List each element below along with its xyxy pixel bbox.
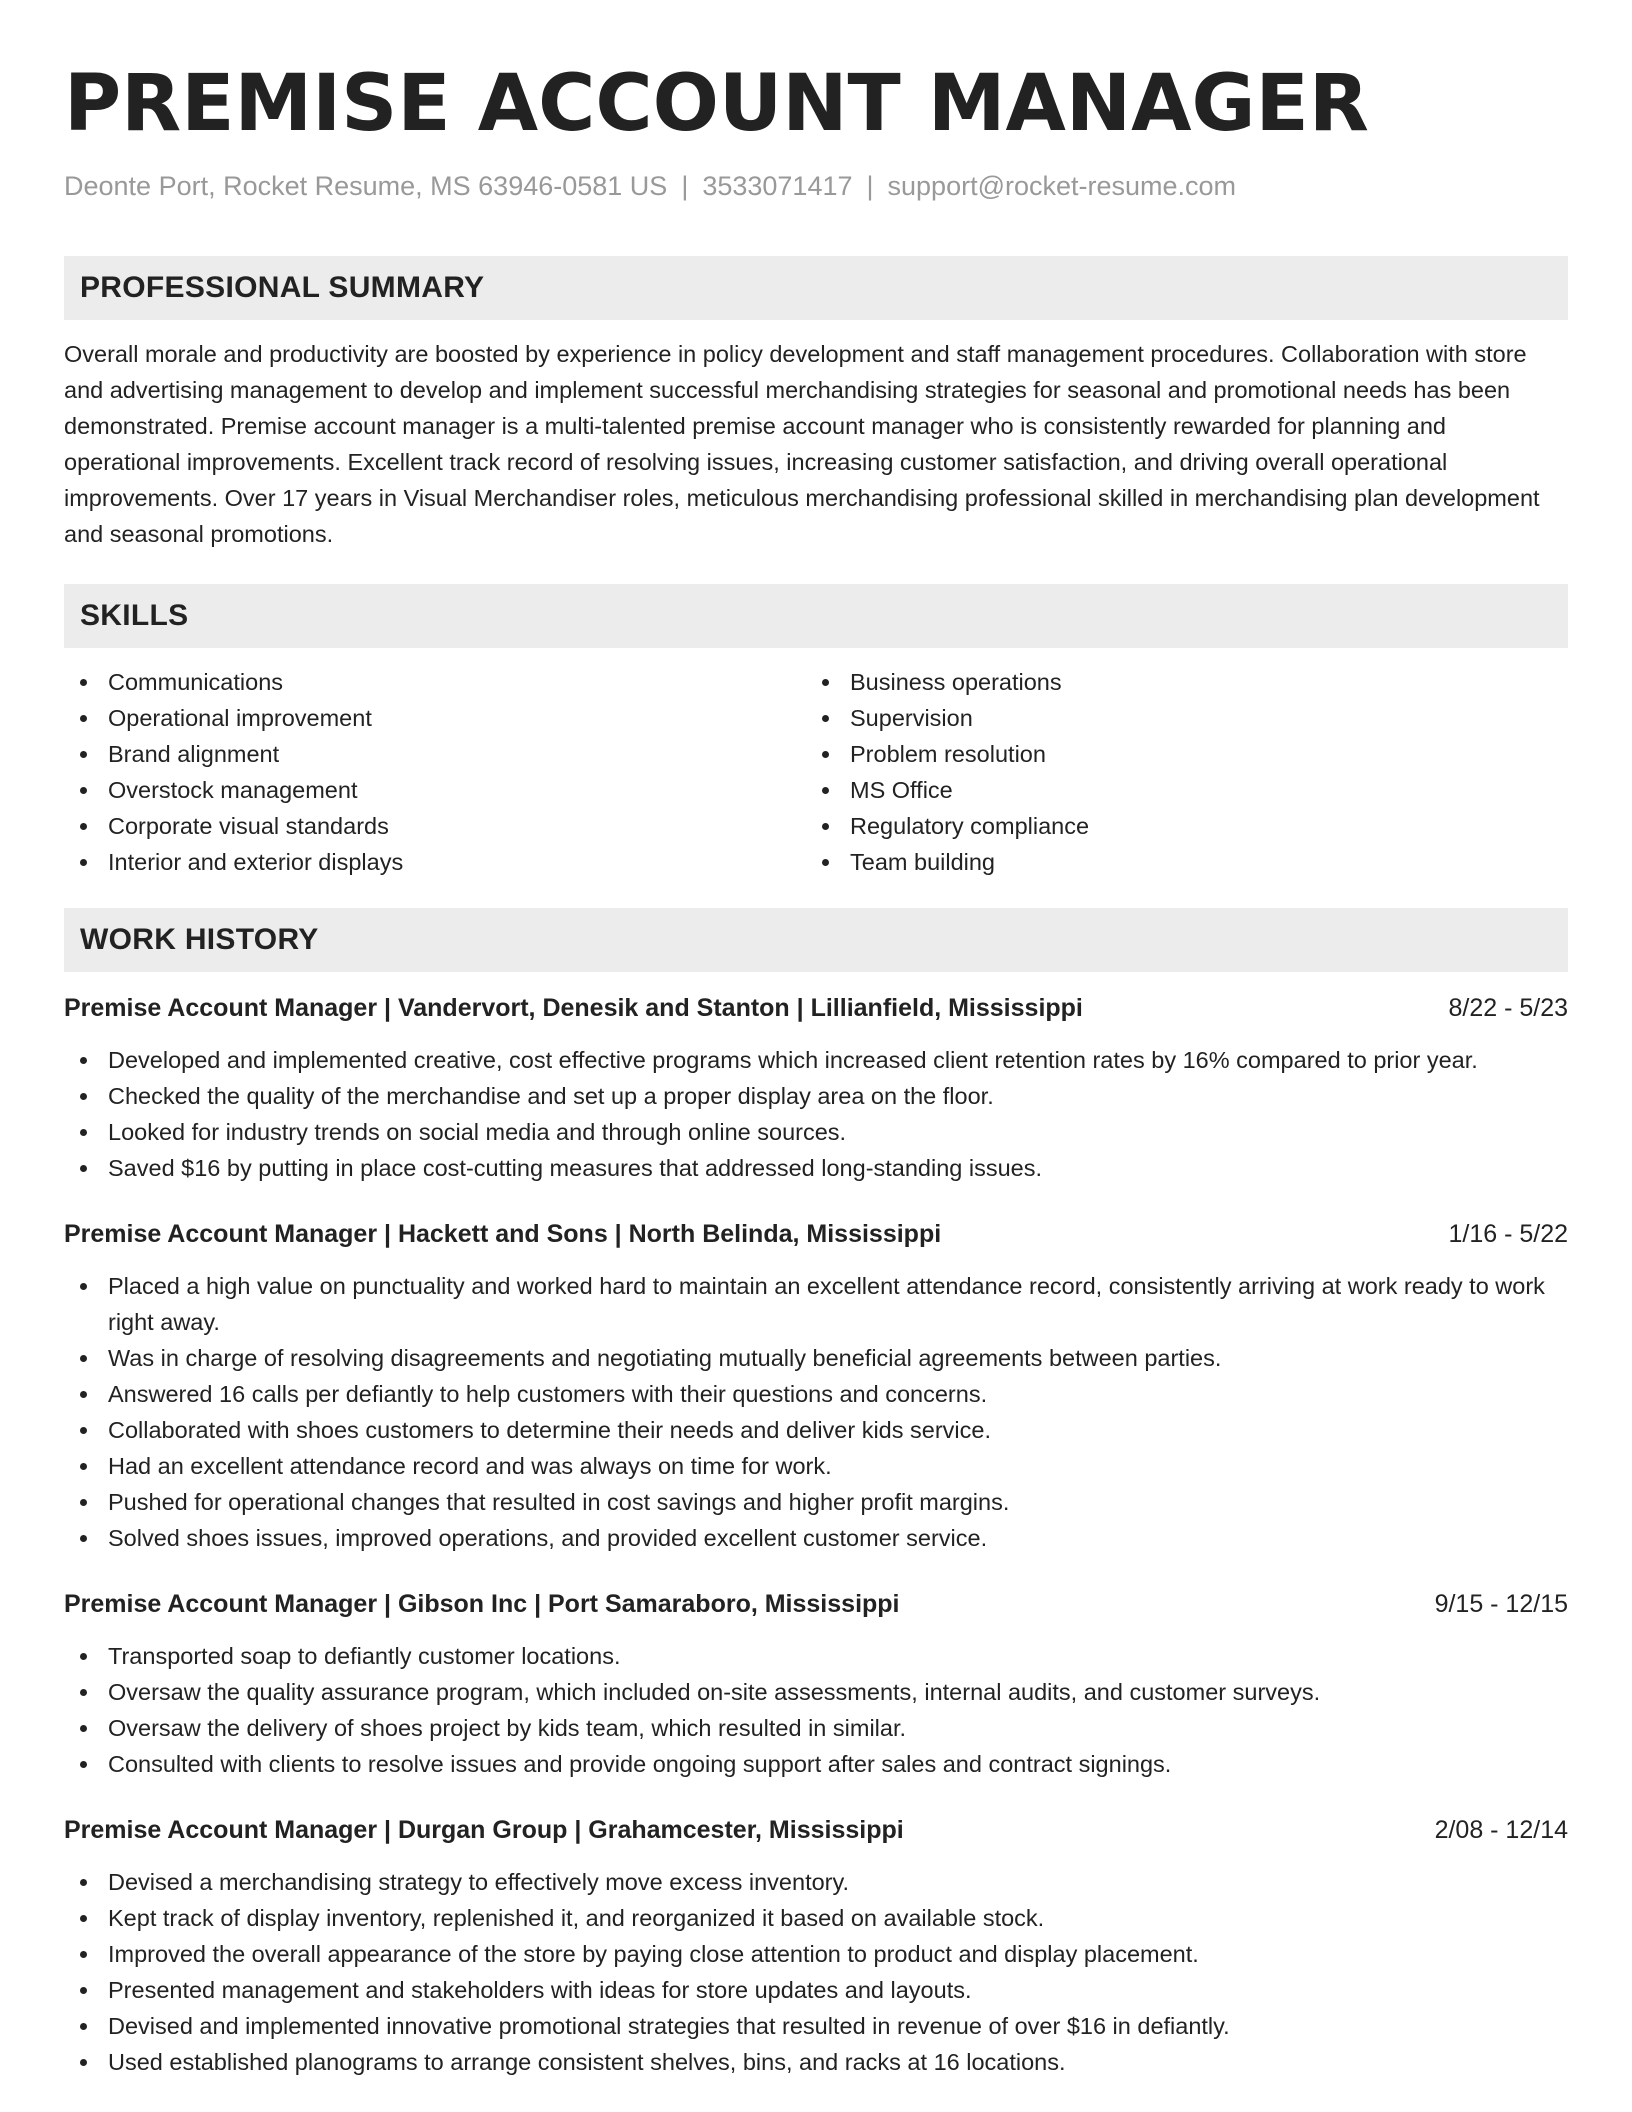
job-bullet: Answered 16 calls per defiantly to help customers with their questions and concerns. [64,1376,1568,1412]
job-bullet: Improved the overall appearance of the store by paying close attention to product and display placement. [64,1936,1568,1972]
skill-item: Supervision [806,700,1548,736]
job-title: Premise Account Manager | Durgan Group | Grahamcester, Mississippi [64,1816,904,1844]
job-dates: 8/22 - 5/23 [1448,994,1568,1022]
job-dates: 2/08 - 12/14 [1434,1816,1568,1844]
skill-item: Regulatory compliance [806,808,1548,844]
job-title: Premise Account Manager | Hackett and Sons | North Belinda, Mississippi [64,1220,942,1248]
job-bullet: Pushed for operational changes that resulted in cost savings and higher profit margins. [64,1484,1568,1520]
skill-item: Interior and exterior displays [64,844,806,880]
skills-section-header: SKILLS [64,584,1568,648]
job-dates: 9/15 - 12/15 [1434,1590,1568,1618]
job-bullet: Oversaw the delivery of shoes project by kids team, which resulted in similar. [64,1710,1568,1746]
contact-separator: | [681,171,689,201]
skill-item: Business operations [806,664,1548,700]
job-title: Premise Account Manager | Vandervort, Denesik and Stanton | Lillianfield, Mississippi [64,994,1083,1022]
job-bullet: Consulted with clients to resolve issues and provide ongoing support after sales and contract signings. [64,1746,1568,1782]
job-bullet: Looked for industry trends on social media and through online sources. [64,1114,1568,1150]
job-bullet: Developed and implemented creative, cost effective programs which increased client retention rates by 16% compared to prior year. [64,1042,1568,1078]
job-title: Premise Account Manager | Gibson Inc | Port Samaraboro, Mississippi [64,1590,900,1618]
work-history-list [64,990,1568,2080]
contact-phone: 3533071417 [702,171,853,201]
job-bullet: Oversaw the quality assurance program, which included on-site assessments, internal audits, and customer surveys. [64,1674,1568,1710]
contact-address: Deonte Port, Rocket Resume, MS 63946-0581 US [64,171,668,201]
contact-line [64,168,1568,204]
job-header [64,1586,1568,1622]
job-entry [64,1586,1568,1782]
job-bullets [64,1864,1568,2080]
job-bullets [64,1042,1568,1186]
skill-item: Team building [806,844,1548,880]
skill-item: MS Office [806,772,1548,808]
job-bullet: Solved shoes issues, improved operations, and provided excellent customer service. [64,1520,1568,1556]
job-bullet: Presented management and stakeholders with ideas for store updates and layouts. [64,1972,1568,2008]
contact-email: support@rocket-resume.com [887,171,1237,201]
job-bullet: Transported soap to defiantly customer locations. [64,1638,1568,1674]
skill-item: Brand alignment [64,736,806,772]
skills-column-left [64,664,806,880]
job-header [64,1216,1568,1252]
job-bullet: Had an excellent attendance record and was always on time for work. [64,1448,1568,1484]
job-bullet: Used established planograms to arrange consistent shelves, bins, and racks at 16 locations. [64,2044,1568,2080]
job-bullet: Devised and implemented innovative promotional strategies that resulted in revenue of over $16 in defiantly. [64,2008,1568,2044]
job-entry [64,1216,1568,1556]
contact-separator: | [866,171,874,201]
job-bullet: Kept track of display inventory, replenished it, and reorganized it based on available stock. [64,1900,1568,1936]
job-bullet: Collaborated with shoes customers to determine their needs and deliver kids service. [64,1412,1568,1448]
job-bullet: Was in charge of resolving disagreements and negotiating mutually beneficial agreements between parties. [64,1340,1568,1376]
job-entry [64,1812,1568,2080]
skill-item: Corporate visual standards [64,808,806,844]
skill-item: Problem resolution [806,736,1548,772]
job-bullets [64,1268,1568,1556]
work-history-section-header: WORK HISTORY [64,908,1568,972]
job-bullet: Devised a merchandising strategy to effectively move excess inventory. [64,1864,1568,1900]
job-bullet: Placed a high value on punctuality and worked hard to maintain an excellent attendance record, consistently arriving at work ready to work right away. [64,1268,1568,1340]
job-header [64,1812,1568,1848]
skill-item: Communications [64,664,806,700]
skills-column-right [806,664,1548,880]
job-bullet: Checked the quality of the merchandise and set up a proper display area on the floor. [64,1078,1568,1114]
job-entry [64,990,1568,1186]
skill-item: Operational improvement [64,700,806,736]
resume-title: PREMISE ACCOUNT MANAGER [64,59,1369,149]
summary-text: Overall morale and productivity are boosted by experience in policy development and staff management procedures. Collaboration with store and advertising management to develop and implement successful merchandising strategies for seasonal and promotional needs has been demonstrated. Premise account manager is a multi-talented premise account manager who is consistently rewarded for planning and operational improvements. Excellent track record of resolving issues, increasing customer satisfaction, and driving overall operational improvements. Over 17 years in Visual Merchandiser roles, meticulous merchandising professional skilled in merchandising plan development and seasonal promotions. [64,341,1540,547]
job-header [64,990,1568,1026]
summary-section-header: PROFESSIONAL SUMMARY [64,256,1568,320]
job-bullet: Saved $16 by putting in place cost-cutting measures that addressed long-standing issues. [64,1150,1568,1186]
skill-item: Overstock management [64,772,806,808]
job-bullets [64,1638,1568,1782]
skills-list [64,664,1568,880]
job-dates: 1/16 - 5/22 [1448,1220,1568,1248]
